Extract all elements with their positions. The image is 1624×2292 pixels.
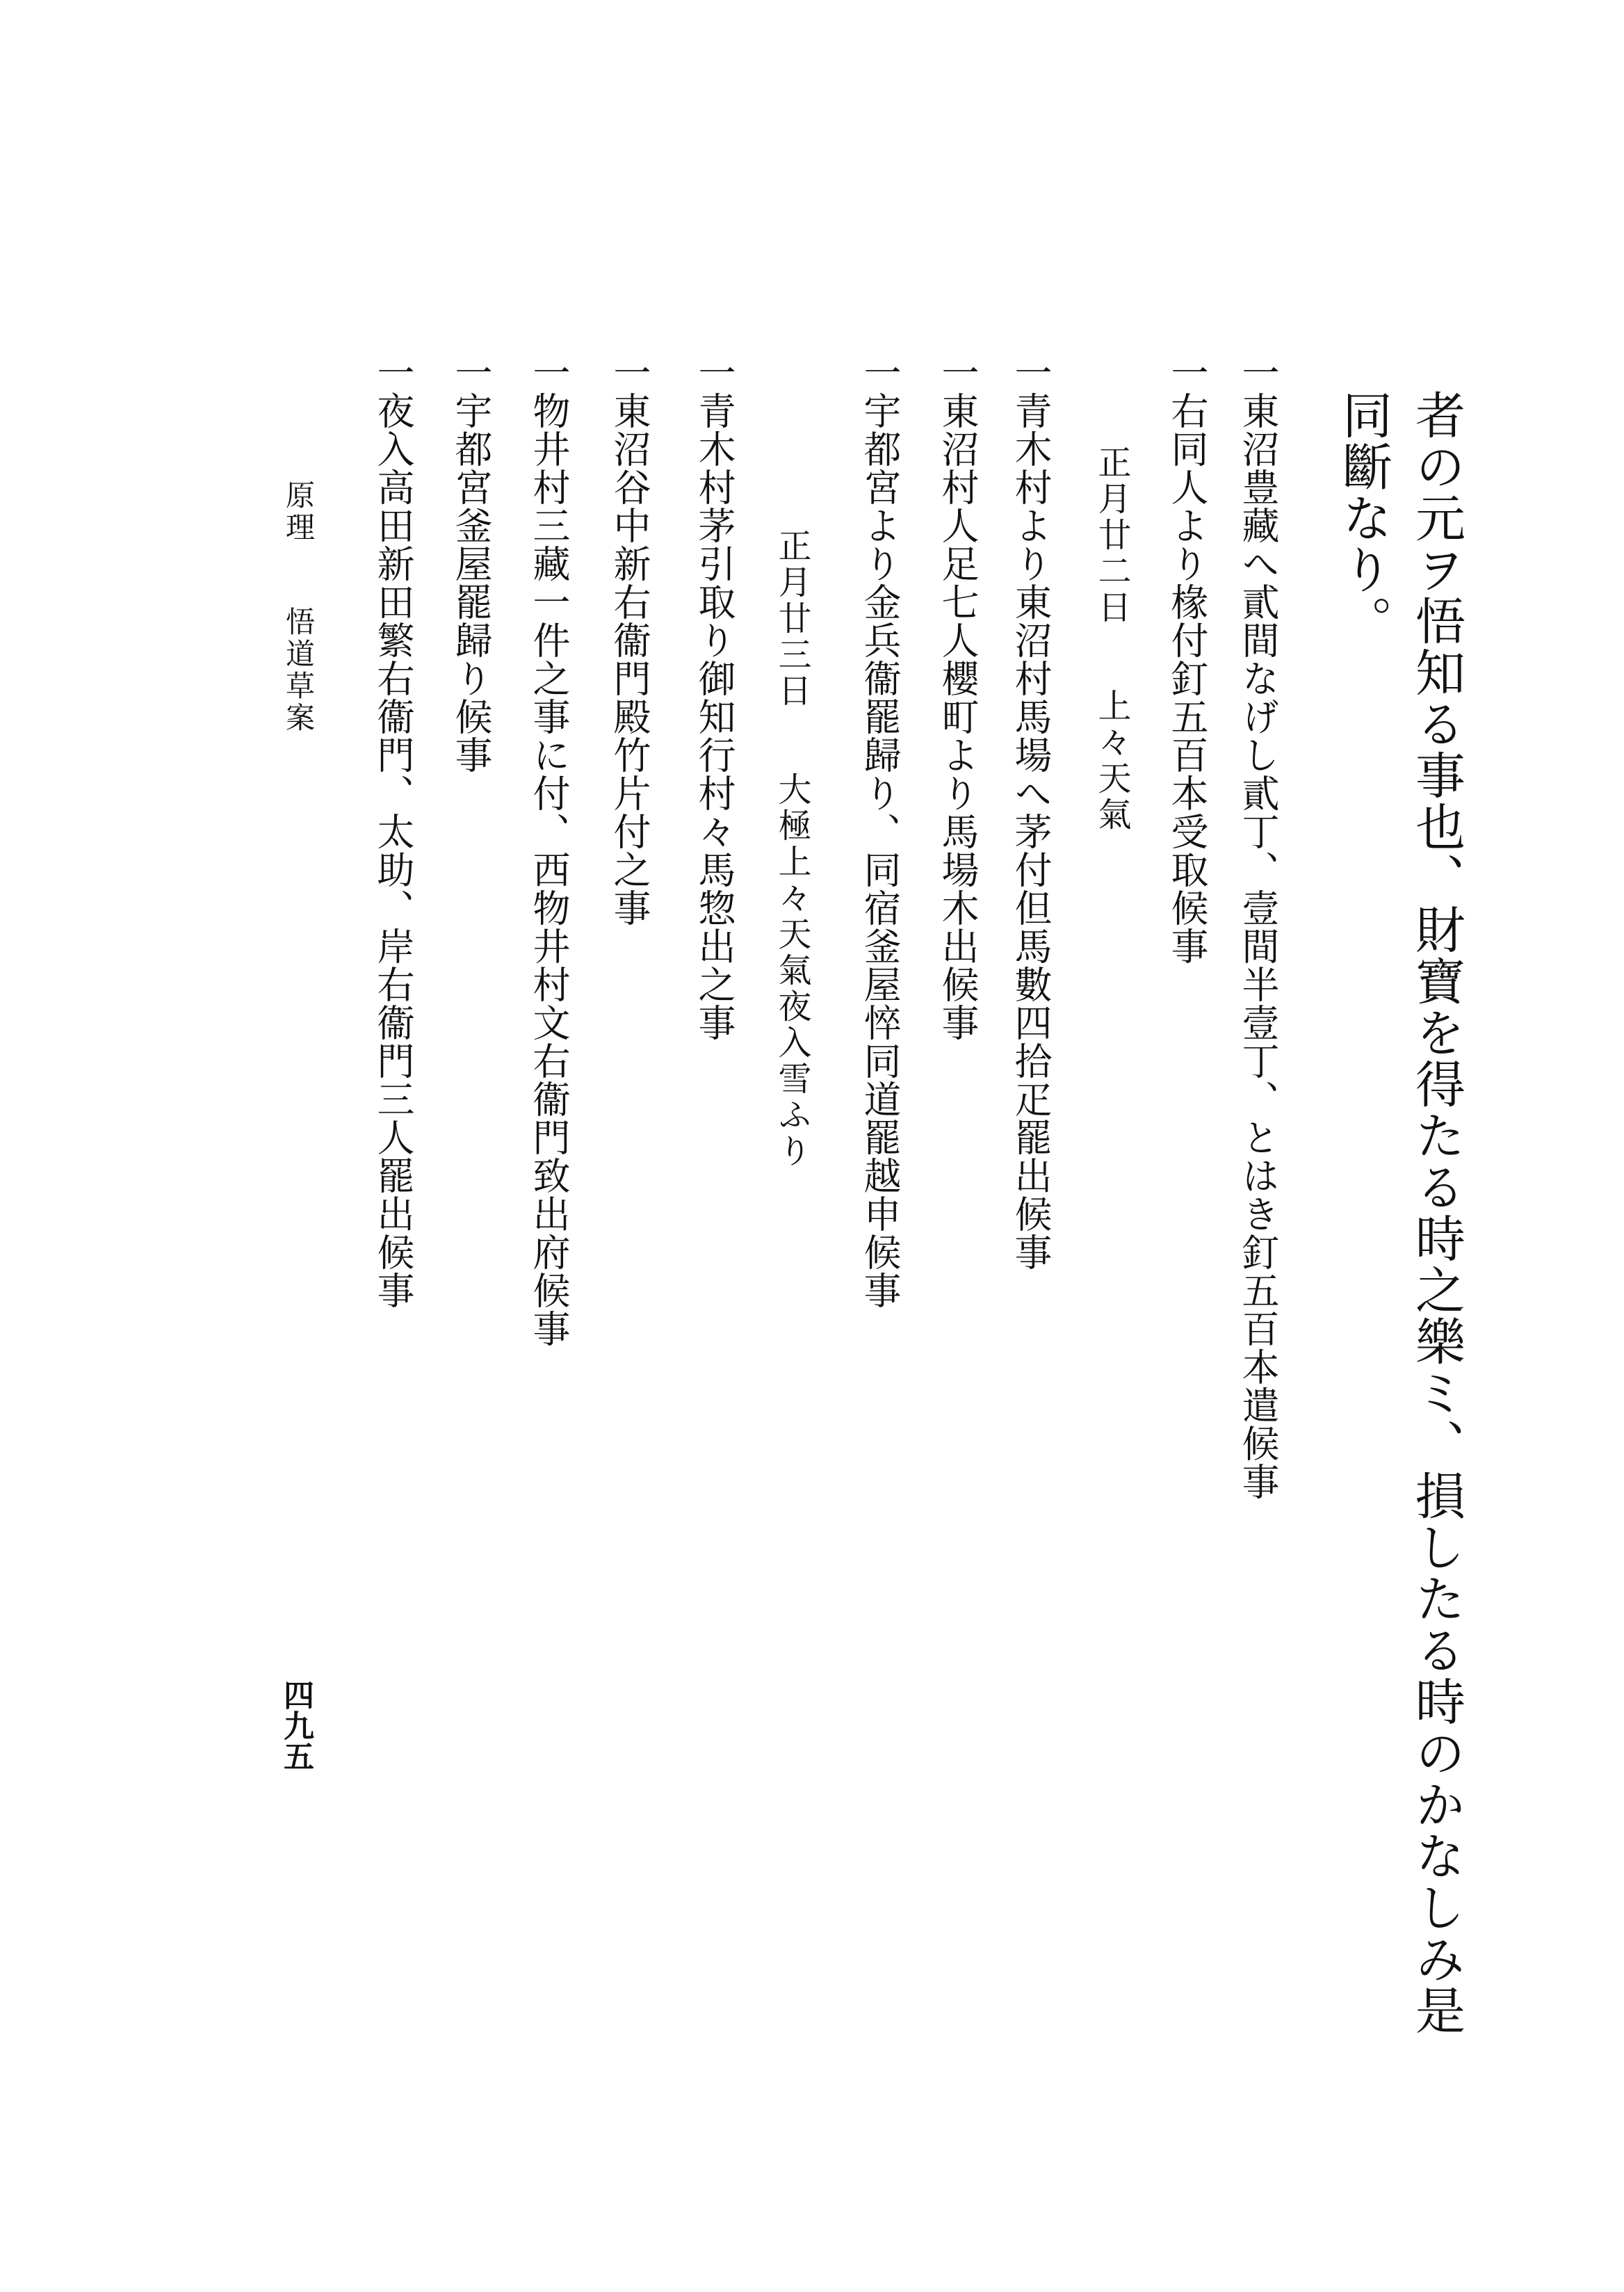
- footer-part-1: 原理: [282, 480, 316, 544]
- entry-line: 一東沼豊藏へ貳間なげし貳丁、壹間半壹丁、とはき釘五百本遣候事: [1236, 353, 1280, 1501]
- entry-line: 一夜入高田新田繁右衞門、太助、岸右衞門三人罷出候事: [371, 353, 415, 1309]
- entry-line: 一東沼村人足七人櫻町より馬場木出候事: [936, 353, 980, 1042]
- footer-part-2: 悟道草案: [282, 606, 316, 734]
- date-line: [1092, 445, 1131, 833]
- page-number: 四九五: [278, 1679, 314, 1771]
- weather-note: 上々天氣: [1092, 688, 1131, 833]
- entry-line: 一宇都宮釜屋罷歸り候事: [449, 353, 493, 774]
- header-line-2: 同斷なり。: [1334, 389, 1392, 647]
- entry-line: 一東沼谷中新右衞門殿竹片付之事: [608, 353, 651, 927]
- date-line: [772, 528, 811, 1170]
- entry-line: 一宇都宮より金兵衞罷歸り、同宿釜屋悴同道罷越申候事: [858, 353, 902, 1309]
- entry-line: 一青木村より東沼村馬場へ茅付但馬數四拾疋罷出候事: [1009, 353, 1053, 1271]
- entry-date: 正月廿二日: [1092, 445, 1131, 626]
- entry-line: 一物井村三藏一件之事に付、西物井村文右衞門致出府候事: [527, 353, 571, 1348]
- entry-date: 正月廿三日: [772, 528, 811, 709]
- entry-line: 一青木村茅引取り御知行村々馬惣出之事: [692, 353, 736, 1042]
- entry-line: 一右同人より椽付釘五百本受取候事: [1165, 353, 1209, 965]
- weather-note: 大極上々天氣夜入雪ふり: [772, 772, 811, 1170]
- running-footer: [282, 480, 316, 734]
- header-line-1: 者の元ヲ悟知る事也、財寶を得たる時之樂ミ、損したる時のかなしみ是: [1407, 389, 1465, 2036]
